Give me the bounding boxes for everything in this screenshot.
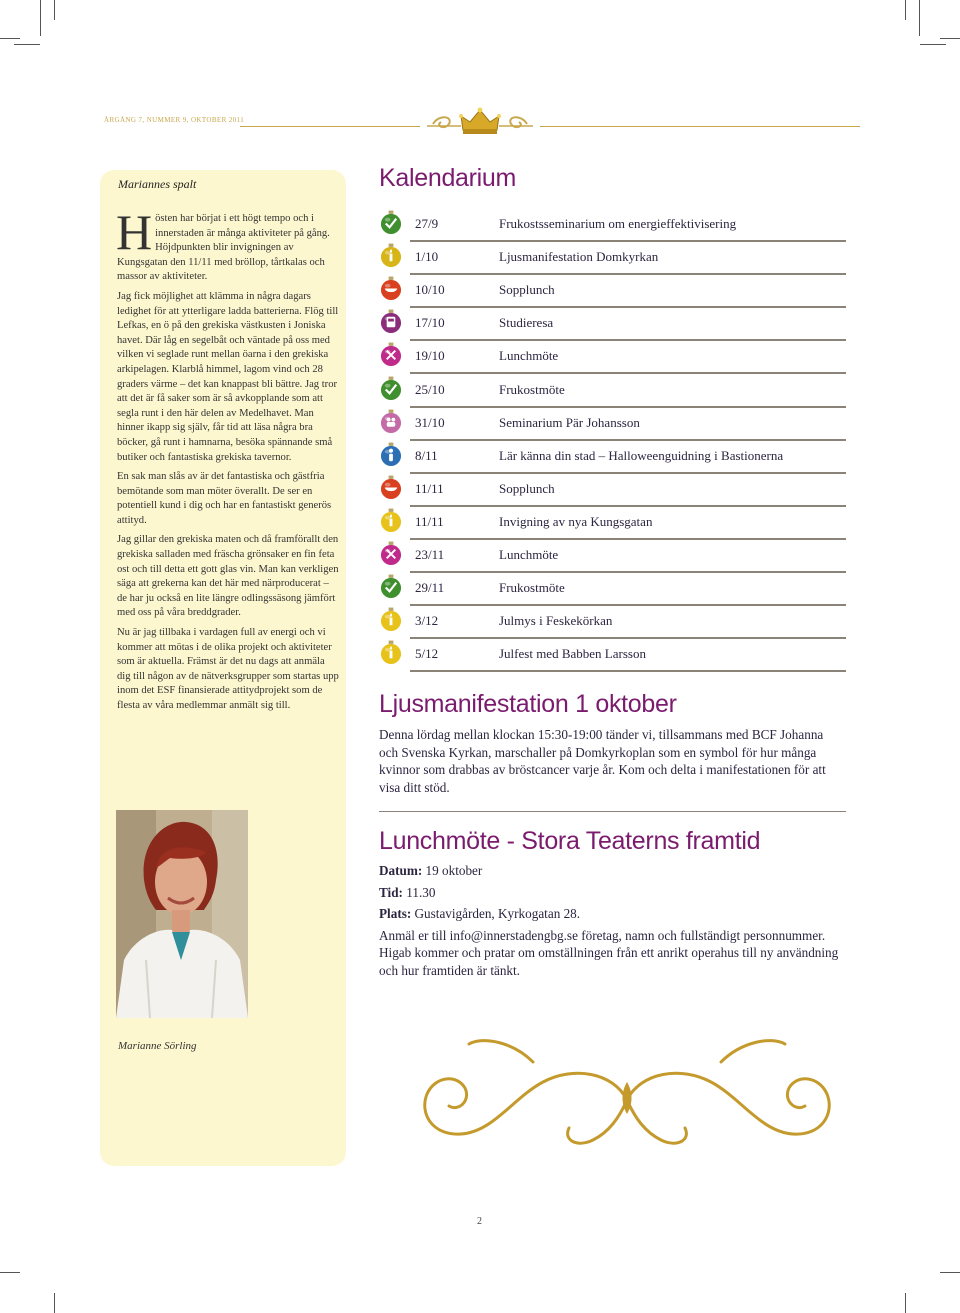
calendar-row-rule <box>410 670 846 672</box>
header-rule-right <box>540 126 860 127</box>
calendar-row <box>378 540 846 573</box>
author-portrait <box>116 810 248 1018</box>
crop-mark <box>940 1272 960 1273</box>
calendar-row <box>378 341 846 374</box>
calendar-event: Frukostmöte <box>499 381 565 397</box>
section-divider <box>379 811 846 812</box>
calendar-date: 1/10 <box>415 249 439 265</box>
column-paragraph: En sak man slås av är det fantastiska och gästfria bemötande som man möter överallt. De ser en potentiell kund i dig och har en fantastiskt generös attityd. <box>117 471 332 526</box>
calendar-date: 3/12 <box>415 613 439 629</box>
crown-logo-icon <box>425 104 535 138</box>
calendar-date: 19/10 <box>415 348 445 364</box>
calendar-date: 11/11 <box>415 513 444 529</box>
crop-mark <box>919 0 920 36</box>
ornament-bus-icon <box>380 309 402 335</box>
calendar-date: 27/9 <box>415 216 439 231</box>
calendar-date: 8/11 <box>415 447 438 463</box>
crop-mark <box>905 0 906 20</box>
page-number: 2 <box>477 1216 482 1227</box>
dropcap: H <box>116 204 153 260</box>
crop-mark <box>0 38 20 39</box>
crop-mark <box>0 1272 20 1273</box>
crop-mark <box>905 1293 906 1313</box>
column-paragraph: Hösten har börjat i ett högt tempo och i innerstaden är många aktiviteter på gång. Höjdpunkten blir invigningen av Kungsgatan den 11/11 med bröllop, tårtkalas och massor av aktiviteter. <box>116 204 330 283</box>
calendar-date: 23/11 <box>415 547 445 562</box>
calendar-event: Studieresa <box>499 315 554 331</box>
calendar-date: 5/12 <box>415 646 439 662</box>
calendar-event: Ljusmanifestation Domkyrkan <box>499 249 659 265</box>
calendar-event: Lunchmöte <box>499 348 559 364</box>
calendar-date: 31/10 <box>415 414 445 430</box>
calendar-row <box>378 242 846 275</box>
calendar-event: Lunchmöte <box>499 547 559 562</box>
calendar-event: Frukostmöte <box>499 580 565 596</box>
calendar-row <box>378 375 846 408</box>
column-paragraph: Jag gillar den grekiska maten och då framförallt den grekiska salladen med fräscha grönsaker en fin feta ost och till detta ett gott glas vin. Man kan verkligen säga att grekerna kan det här med närproducerat – de har ju också en lite längre odlingssäsong jämfört med oss på våra breddgrader. <box>117 534 339 619</box>
masthead-issue: ÅRGÅNG 7, NUMMER 9, OKTOBER 2011 <box>104 116 245 124</box>
ornament-check-icon <box>380 210 402 236</box>
ljus-title: Ljusmanifestation 1 oktober <box>379 690 677 718</box>
calendar-event: Frukostsseminarium om energieffektivisering <box>499 216 737 231</box>
ornament-check-icon <box>380 574 402 600</box>
lunch-text: Anmäl er till info@innerstadengbg.se företag, namn och fullständigt personnummer. Higab kommer och pratar om omställningen från ett anrikt operahus till ny användning och hur framtiden är tänkt. <box>379 927 839 978</box>
gold-flourish-ornament <box>413 1022 841 1162</box>
calendar-date: 25/10 <box>415 381 445 397</box>
column-body <box>116 204 339 719</box>
calendar-event: Invigning av nya Kungsgatan <box>499 513 653 529</box>
portrait-caption: Marianne Sörling <box>118 1040 197 1052</box>
crop-mark <box>40 0 41 36</box>
calendar-row <box>378 275 846 308</box>
calendar-row <box>378 209 846 242</box>
calendar-row <box>378 408 846 441</box>
column-paragraph: Jag fick möjlighet att klämma in några dagars ledighet för att ytterligare ladda batterierna. Flög till Lefkas, en ö på den grekiska västkusten i Joniska havet. Där låg en segelbåt och väntade på oss med vilken vi seglade runt mellan öarna i den grekiska arkipelagen. Klarblå himmel, lagom vind och 28 graders värme – det kan knappast bli bättre. Jag tror att det är få saker som är så avkopplande som att segla runt i den här delen av Medelhavet. Man hinner ikapp sig själv, får tid att läsa några bra böcker, gå runt i hamnarna, besöka spännande små butiker och fantastiska grekiska tavernor. <box>117 290 339 463</box>
calendar-row <box>378 474 846 507</box>
calendar-date: 29/11 <box>415 580 445 596</box>
calendar-date: 17/10 <box>415 315 445 331</box>
calendar-event: Sopplunch <box>499 480 555 496</box>
lunch-details <box>379 862 845 979</box>
lunch-datum: Datum: 19 oktober <box>379 863 483 878</box>
column-paragraph: Nu är jag tillbaka i vardagen full av energi och vi kommer att mötas i de olika projekt och aktiviteter som är aktuella. Främst är det nu dags att anmäla dig till någon av de nätverksgrupper som startas upp inom det ESF finansierade attitydprojekt som de flesta av våra medlemmar anmält sig till. <box>117 627 339 711</box>
lunch-title: Lunchmöte - Stora Teaterns framtid <box>379 827 761 855</box>
crop-mark <box>940 38 960 39</box>
crop-mark <box>54 1293 55 1313</box>
calendar-row <box>378 639 846 672</box>
calendar-date: 11/11 <box>415 480 444 496</box>
ornament-bowl-icon <box>380 276 402 302</box>
calendar-event: Julmys i Feskekörkan <box>499 613 613 629</box>
ljus-text: Denna lördag mellan klockan 15:30-19:00 tänder vi, tillsammans med BCF Johanna och Svenska Kyrkan, marschaller på Domkyrkoplan som en symbol för hur många kvinnor som drabbas av bröstcancer varje år. Kom och delta i manifestationen för att visa ditt stöd. <box>379 727 826 795</box>
lunch-tid: Tid: 11.30 <box>379 884 436 900</box>
calendar-event: Lär känna din stad – Halloweenguidning i Bastionerna <box>499 447 784 463</box>
calendar-row <box>378 573 846 606</box>
crop-mark <box>920 44 946 45</box>
calendar-title: Kalendarium <box>379 164 517 192</box>
ornament-candle-icon <box>380 607 402 633</box>
ornament-cutlery-icon <box>380 541 402 567</box>
calendar-row <box>378 606 846 639</box>
column-title: Mariannes spalt <box>118 177 197 191</box>
crop-mark <box>54 0 55 20</box>
ornament-check-icon <box>380 376 402 402</box>
ornament-candle-icon <box>380 640 402 666</box>
ornament-candle-icon <box>380 243 402 269</box>
ornament-candle-icon <box>380 508 402 534</box>
calendar-date: 10/10 <box>415 282 445 298</box>
calendar-event: Julfest med Babben Larsson <box>499 646 646 662</box>
calendar-event: Seminarium Pär Johansson <box>499 414 640 430</box>
ornament-cutlery-icon <box>380 342 402 368</box>
ornament-person-icon <box>380 442 402 468</box>
calendar-row <box>378 308 846 341</box>
crop-mark <box>14 44 40 45</box>
calendar-row <box>378 441 846 474</box>
calendar-row <box>378 507 846 540</box>
lunch-plats: Plats: Gustavigården, Kyrkogatan 28. <box>379 906 581 921</box>
calendar-event: Sopplunch <box>499 282 555 298</box>
ornament-people-icon <box>380 409 402 435</box>
header-rule-left <box>240 126 420 127</box>
ornament-bowl-icon <box>380 475 402 501</box>
